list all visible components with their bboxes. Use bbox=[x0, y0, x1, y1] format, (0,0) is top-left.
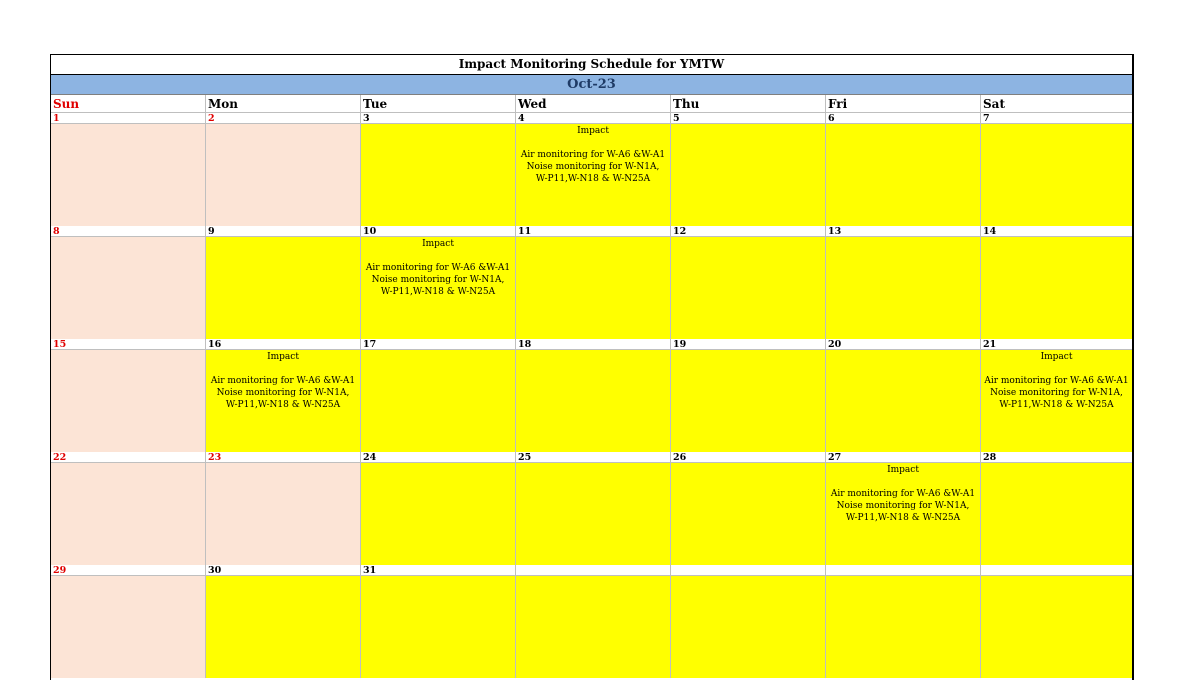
dow-sat: Sat bbox=[981, 95, 1132, 113]
date-number: 20 bbox=[826, 339, 981, 350]
event-detail: W-P11,W-N18 & W-N25A bbox=[535, 174, 651, 184]
day-cell[interactable] bbox=[361, 350, 516, 452]
event-detail: Noise monitoring for W-N1A, bbox=[990, 388, 1123, 398]
day-cell[interactable] bbox=[361, 463, 516, 565]
day-cell[interactable] bbox=[206, 463, 361, 565]
date-number: 14 bbox=[981, 226, 1132, 237]
day-cell[interactable] bbox=[826, 463, 981, 565]
day-cell[interactable] bbox=[981, 350, 1132, 452]
day-cell[interactable] bbox=[51, 463, 206, 565]
day-cell[interactable] bbox=[361, 237, 516, 339]
day-cell[interactable] bbox=[361, 576, 516, 678]
week-5-dates bbox=[51, 565, 1132, 576]
event-detail: W-P11,W-N18 & W-N25A bbox=[845, 513, 961, 523]
date-number: 3 bbox=[361, 113, 516, 124]
week-3-dates bbox=[51, 339, 1132, 350]
event-detail: Noise monitoring for W-N1A, bbox=[836, 501, 970, 511]
week-4-cells bbox=[51, 463, 1132, 565]
day-cell[interactable] bbox=[206, 237, 361, 339]
day-cell[interactable] bbox=[981, 576, 1132, 678]
week-5-cells bbox=[51, 576, 1132, 678]
event-detail: Air monitoring for W-A6 &W-A1 bbox=[984, 376, 1129, 386]
date-number: 12 bbox=[671, 226, 826, 237]
event-detail: Noise monitoring for W-N1A, bbox=[371, 275, 505, 285]
month-header: Oct-23 bbox=[51, 75, 1132, 95]
event-title: Impact bbox=[1040, 352, 1073, 362]
date-number: 25 bbox=[516, 452, 671, 463]
event-detail: Air monitoring for W-A6 &W-A1 bbox=[210, 376, 356, 386]
date-number bbox=[516, 565, 671, 576]
day-cell[interactable] bbox=[981, 237, 1132, 339]
date-number: 16 bbox=[206, 339, 361, 350]
event-detail: W-P11,W-N18 & W-N25A bbox=[380, 287, 496, 297]
date-number: 6 bbox=[826, 113, 981, 124]
date-number: 10 bbox=[361, 226, 516, 237]
date-number: 19 bbox=[671, 339, 826, 350]
day-cell[interactable] bbox=[671, 237, 826, 339]
week-4-dates bbox=[51, 452, 1132, 463]
day-cell[interactable] bbox=[206, 350, 361, 452]
day-cell[interactable] bbox=[981, 124, 1132, 226]
event-detail: Noise monitoring for W-N1A, bbox=[216, 388, 350, 398]
day-cell[interactable] bbox=[826, 237, 981, 339]
calendar-weeks bbox=[51, 113, 1132, 678]
event-title: Impact bbox=[577, 126, 609, 136]
event-detail: Air monitoring for W-A6 &W-A1 bbox=[830, 489, 976, 499]
date-number: 24 bbox=[361, 452, 516, 463]
date-number: 15 bbox=[51, 339, 206, 350]
day-cell[interactable] bbox=[516, 576, 671, 678]
day-cell[interactable] bbox=[671, 350, 826, 452]
week-1-cells bbox=[51, 124, 1132, 226]
event-title: Impact bbox=[422, 239, 454, 249]
day-cell[interactable] bbox=[51, 124, 206, 226]
date-number bbox=[826, 565, 981, 576]
day-cell[interactable] bbox=[516, 124, 671, 226]
date-number: 5 bbox=[671, 113, 826, 124]
day-cell[interactable] bbox=[671, 463, 826, 565]
day-cell[interactable] bbox=[516, 463, 671, 565]
week-3-cells bbox=[51, 350, 1132, 452]
event-detail: Air monitoring for W-A6 &W-A1 bbox=[365, 263, 511, 273]
dow-tue: Tue bbox=[361, 95, 516, 113]
date-number: 29 bbox=[51, 565, 206, 576]
day-cell[interactable] bbox=[51, 576, 206, 678]
date-number: 18 bbox=[516, 339, 671, 350]
date-number: 9 bbox=[206, 226, 361, 237]
date-number: 13 bbox=[826, 226, 981, 237]
day-cell[interactable] bbox=[51, 237, 206, 339]
day-cell[interactable] bbox=[981, 463, 1132, 565]
day-cell[interactable] bbox=[206, 576, 361, 678]
day-cell[interactable] bbox=[361, 124, 516, 226]
day-cell[interactable] bbox=[51, 350, 206, 452]
event-detail: W-P11,W-N18 & W-N25A bbox=[999, 400, 1114, 410]
dow-mon: Mon bbox=[206, 95, 361, 113]
date-number: 17 bbox=[361, 339, 516, 350]
date-number bbox=[981, 565, 1132, 576]
week-1-dates bbox=[51, 113, 1132, 124]
day-cell[interactable] bbox=[671, 576, 826, 678]
date-number: 21 bbox=[981, 339, 1132, 350]
date-number: 22 bbox=[51, 452, 206, 463]
date-number: 28 bbox=[981, 452, 1132, 463]
date-number: 23 bbox=[206, 452, 361, 463]
day-cell[interactable] bbox=[826, 350, 981, 452]
dow-wed: Wed bbox=[516, 95, 671, 113]
day-of-week-header bbox=[51, 95, 1132, 113]
date-number: 2 bbox=[206, 113, 361, 124]
event-detail: Noise monitoring for W-N1A, bbox=[526, 162, 660, 172]
date-number: 26 bbox=[671, 452, 826, 463]
date-number: 11 bbox=[516, 226, 671, 237]
event-title: Impact bbox=[887, 465, 919, 475]
calendar-sheet bbox=[50, 54, 1134, 680]
schedule-title: Impact Monitoring Schedule for YMTW bbox=[51, 55, 1132, 75]
dow-fri: Fri bbox=[826, 95, 981, 113]
day-cell[interactable] bbox=[671, 124, 826, 226]
week-2-cells bbox=[51, 237, 1132, 339]
event-detail: Air monitoring for W-A6 &W-A1 bbox=[520, 150, 666, 160]
date-number: 7 bbox=[981, 113, 1132, 124]
date-number bbox=[671, 565, 826, 576]
date-number: 1 bbox=[51, 113, 206, 124]
dow-sun: Sun bbox=[51, 95, 206, 113]
date-number: 27 bbox=[826, 452, 981, 463]
week-2-dates bbox=[51, 226, 1132, 237]
event-title: Impact bbox=[267, 352, 299, 362]
date-number: 4 bbox=[516, 113, 671, 124]
date-number: 31 bbox=[361, 565, 516, 576]
day-cell[interactable] bbox=[516, 237, 671, 339]
day-cell[interactable] bbox=[826, 124, 981, 226]
day-cell[interactable] bbox=[516, 350, 671, 452]
date-number: 8 bbox=[51, 226, 206, 237]
day-cell[interactable] bbox=[206, 124, 361, 226]
event-detail: W-P11,W-N18 & W-N25A bbox=[225, 400, 341, 410]
dow-thu: Thu bbox=[671, 95, 826, 113]
day-cell[interactable] bbox=[826, 576, 981, 678]
date-number: 30 bbox=[206, 565, 361, 576]
